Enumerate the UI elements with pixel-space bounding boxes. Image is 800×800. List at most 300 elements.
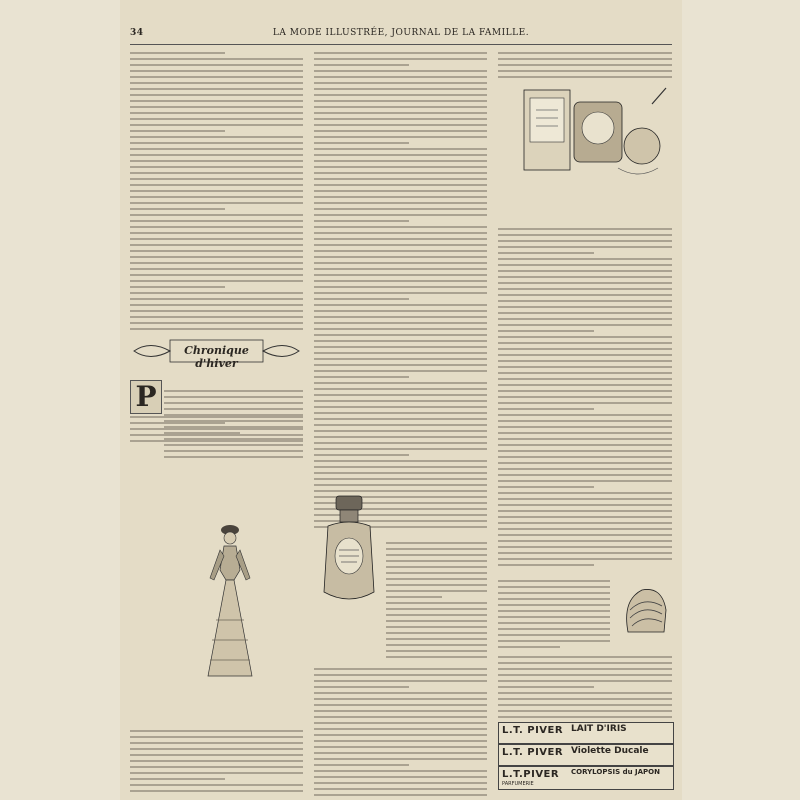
- text-line-placeholder: [498, 378, 672, 380]
- text-line-placeholder: [314, 388, 487, 390]
- text-line-placeholder: [314, 370, 487, 372]
- perfume-bottle-illustration: [314, 492, 384, 610]
- text-line-placeholder: [130, 220, 303, 222]
- text-line-placeholder: [498, 390, 672, 392]
- text-line-placeholder: [498, 622, 610, 624]
- text-line-placeholder: [386, 572, 487, 574]
- text-line-placeholder: [498, 246, 672, 248]
- text-line-placeholder: [498, 486, 594, 488]
- text-line-placeholder: [130, 736, 303, 738]
- text-line-placeholder: [314, 76, 487, 78]
- text-line-placeholder: [498, 510, 672, 512]
- text-line-placeholder: [498, 540, 672, 542]
- text-line-placeholder: [130, 428, 303, 430]
- text-line-placeholder: [130, 208, 225, 210]
- text-line-placeholder: [314, 466, 487, 468]
- text-line-placeholder: [164, 396, 303, 398]
- text-line-placeholder: [314, 364, 487, 366]
- text-line-placeholder: [130, 292, 303, 294]
- text-line-placeholder: [314, 782, 487, 784]
- text-line-placeholder: [314, 274, 487, 276]
- text-line-placeholder: [314, 238, 487, 240]
- text-line-placeholder: [498, 704, 672, 706]
- ad-brand: L.T. PIVER: [502, 725, 564, 736]
- text-line-placeholder: [314, 728, 487, 730]
- text-line-placeholder: [498, 716, 672, 718]
- ad-brand: L.T. PIVER: [502, 747, 564, 758]
- text-line-placeholder: [498, 402, 672, 404]
- text-line-placeholder: [314, 752, 487, 754]
- text-line-placeholder: [314, 376, 409, 378]
- text-line-placeholder: [130, 172, 303, 174]
- text-line-placeholder: [314, 184, 487, 186]
- text-line-placeholder: [130, 422, 225, 424]
- text-line-placeholder: [498, 546, 672, 548]
- text-line-placeholder: [498, 640, 610, 642]
- text-line-placeholder: [314, 256, 487, 258]
- text-line-placeholder: [314, 746, 487, 748]
- text-line-placeholder: [130, 328, 303, 330]
- text-line-placeholder: [386, 548, 487, 550]
- text-line-placeholder: [130, 64, 303, 66]
- text-line-placeholder: [498, 330, 594, 332]
- text-line-placeholder: [386, 626, 487, 628]
- text-line-placeholder: [498, 522, 672, 524]
- text-line-placeholder: [314, 190, 487, 192]
- text-line-placeholder: [130, 250, 303, 252]
- text-line-placeholder: [498, 312, 672, 314]
- text-line-placeholder: [498, 294, 672, 296]
- text-line-placeholder: [314, 148, 487, 150]
- text-line-placeholder: [498, 240, 672, 242]
- text-line-placeholder: [498, 686, 594, 688]
- text-line-placeholder: [130, 268, 303, 270]
- text-line-placeholder: [314, 710, 487, 712]
- text-line-placeholder: [498, 276, 672, 278]
- text-line-placeholder: [314, 208, 487, 210]
- text-line-placeholder: [386, 596, 442, 598]
- text-line-placeholder: [130, 136, 303, 138]
- text-line-placeholder: [314, 442, 487, 444]
- text-line-placeholder: [498, 432, 672, 434]
- text-line-placeholder: [386, 602, 487, 604]
- text-line-placeholder: [314, 280, 487, 282]
- text-line-placeholder: [130, 730, 303, 732]
- text-line-placeholder: [386, 542, 487, 544]
- text-line-placeholder: [130, 748, 303, 750]
- text-line-placeholder: [498, 634, 610, 636]
- text-line-placeholder: [314, 94, 487, 96]
- text-line-placeholder: [314, 166, 487, 168]
- text-line-placeholder: [130, 232, 303, 234]
- text-line-placeholder: [314, 686, 409, 688]
- text-line-placeholder: [314, 202, 487, 204]
- text-line-placeholder: [314, 322, 487, 324]
- text-line-placeholder: [498, 498, 672, 500]
- text-line-placeholder: [386, 560, 487, 562]
- text-line-placeholder: [314, 304, 487, 306]
- text-line-placeholder: [130, 778, 225, 780]
- text-line-placeholder: [314, 268, 487, 270]
- text-line-placeholder: [314, 340, 487, 342]
- section-title: Chronique d'hiver: [184, 344, 249, 370]
- text-line-placeholder: [314, 382, 487, 384]
- text-line-placeholder: [314, 352, 487, 354]
- ad-brand: L.T.PIVER: [502, 769, 560, 780]
- text-line-placeholder: [164, 402, 303, 404]
- text-line-placeholder: [130, 274, 303, 276]
- text-line-placeholder: [498, 384, 672, 386]
- ad-product: LAIT D'IRIS: [571, 724, 627, 734]
- fashion-figure-illustration: [194, 520, 266, 682]
- text-line-placeholder: [314, 680, 487, 682]
- text-line-placeholder: [130, 154, 303, 156]
- text-line-placeholder: [130, 310, 303, 312]
- text-line-placeholder: [314, 460, 487, 462]
- text-line-placeholder: [498, 70, 672, 72]
- text-block: [130, 728, 303, 798]
- text-block: [314, 50, 487, 534]
- text-line-placeholder: [386, 632, 487, 634]
- section-heading: [130, 336, 303, 370]
- text-line-placeholder: [498, 64, 672, 66]
- text-line-placeholder: [130, 124, 303, 126]
- text-line-placeholder: [130, 52, 225, 54]
- text-line-placeholder: [314, 286, 487, 288]
- text-line-placeholder: [314, 130, 487, 132]
- text-line-placeholder: [498, 366, 672, 368]
- text-line-placeholder: [314, 172, 487, 174]
- text-line-placeholder: [314, 704, 487, 706]
- text-line-placeholder: [498, 492, 672, 494]
- text-line-placeholder: [498, 534, 672, 536]
- text-line-placeholder: [498, 698, 672, 700]
- text-line-placeholder: [130, 790, 303, 792]
- text-block: [314, 666, 487, 800]
- text-line-placeholder: [386, 566, 487, 568]
- text-line-placeholder: [130, 76, 303, 78]
- text-line-placeholder: [314, 418, 487, 420]
- figure-caption-placeholder: [160, 686, 300, 694]
- advertisement-corylopsis: [498, 766, 674, 790]
- text-line-placeholder: [314, 52, 487, 54]
- text-line-placeholder: [314, 424, 487, 426]
- text-line-placeholder: [498, 324, 672, 326]
- text-line-placeholder: [130, 434, 303, 436]
- text-line-placeholder: [314, 716, 487, 718]
- text-line-placeholder: [498, 662, 672, 664]
- text-line-placeholder: [130, 88, 303, 90]
- text-line-placeholder: [314, 788, 487, 790]
- text-line-placeholder: [314, 226, 487, 228]
- text-line-placeholder: [314, 232, 487, 234]
- text-line-placeholder: [314, 214, 487, 216]
- ad-product: CORYLOPSIS du JAPON: [571, 768, 660, 776]
- text-line-placeholder: [314, 136, 487, 138]
- text-line-placeholder: [130, 70, 303, 72]
- text-line-placeholder: [314, 346, 487, 348]
- text-line-placeholder: [498, 300, 672, 302]
- text-line-placeholder: [498, 288, 672, 290]
- text-line-placeholder: [386, 644, 487, 646]
- text-line-placeholder: [498, 420, 672, 422]
- text-line-placeholder: [386, 620, 487, 622]
- text-line-placeholder: [498, 504, 672, 506]
- text-line-placeholder: [130, 82, 303, 84]
- text-line-placeholder: [130, 202, 303, 204]
- text-line-placeholder: [314, 764, 409, 766]
- text-line-placeholder: [498, 474, 672, 476]
- text-line-placeholder: [314, 310, 487, 312]
- text-line-placeholder: [314, 70, 487, 72]
- text-line-placeholder: [314, 698, 487, 700]
- text-line-placeholder: [314, 334, 487, 336]
- text-line-placeholder: [314, 472, 487, 474]
- text-line-placeholder: [130, 214, 303, 216]
- text-line-placeholder: [314, 770, 487, 772]
- text-line-placeholder: [164, 408, 303, 410]
- text-line-placeholder: [498, 668, 672, 670]
- text-line-placeholder: [498, 414, 672, 416]
- text-line-placeholder: [130, 184, 303, 186]
- text-line-placeholder: [498, 58, 672, 60]
- text-line-placeholder: [314, 178, 487, 180]
- text-line-placeholder: [130, 262, 303, 264]
- text-line-placeholder: [498, 462, 672, 464]
- text-line-placeholder: [498, 616, 610, 618]
- text-line-placeholder: [498, 252, 594, 254]
- text-line-placeholder: [498, 52, 672, 54]
- text-line-placeholder: [314, 758, 487, 760]
- text-line-placeholder: [498, 528, 672, 530]
- text-line-placeholder: [314, 358, 487, 360]
- text-block: [130, 414, 303, 444]
- text-line-placeholder: [498, 580, 610, 582]
- text-line-placeholder: [130, 118, 303, 120]
- text-line-placeholder: [130, 58, 303, 60]
- text-line-placeholder: [498, 480, 672, 482]
- text-line-placeholder: [498, 628, 610, 630]
- text-line-placeholder: [314, 794, 487, 796]
- text-line-placeholder: [498, 610, 610, 612]
- text-line-placeholder: [498, 354, 672, 356]
- text-line-placeholder: [130, 112, 303, 114]
- text-line-placeholder: [314, 328, 487, 330]
- text-block: [498, 578, 610, 650]
- text-line-placeholder: [130, 196, 303, 198]
- text-line-placeholder: [314, 142, 409, 144]
- text-line-placeholder: [314, 220, 409, 222]
- illustration-caption-placeholder: [550, 196, 650, 206]
- ad-product: Violette Ducale: [571, 746, 649, 756]
- text-line-placeholder: [130, 280, 303, 282]
- text-line-placeholder: [498, 426, 672, 428]
- text-line-placeholder: [498, 408, 594, 410]
- text-line-placeholder: [498, 282, 672, 284]
- text-line-placeholder: [386, 638, 487, 640]
- head-diagram-illustration: [614, 580, 672, 644]
- text-line-placeholder: [498, 336, 672, 338]
- text-line-placeholder: [498, 646, 560, 648]
- text-line-placeholder: [314, 154, 487, 156]
- text-line-placeholder: [386, 650, 487, 652]
- text-line-placeholder: [314, 394, 487, 396]
- text-line-placeholder: [130, 322, 303, 324]
- text-line-placeholder: [314, 740, 487, 742]
- text-line-placeholder: [498, 348, 672, 350]
- text-line-placeholder: [130, 754, 303, 756]
- text-line-placeholder: [386, 656, 487, 658]
- text-line-placeholder: [314, 262, 487, 264]
- text-line-placeholder: [130, 148, 303, 150]
- ad-footer: PARFUMERIE: [502, 781, 534, 787]
- text-line-placeholder: [498, 270, 672, 272]
- text-line-placeholder: [498, 468, 672, 470]
- text-line-placeholder: [498, 710, 672, 712]
- text-line-placeholder: [314, 722, 487, 724]
- text-line-placeholder: [130, 304, 303, 306]
- text-line-placeholder: [498, 604, 610, 606]
- text-line-placeholder: [314, 58, 487, 60]
- text-line-placeholder: [498, 592, 610, 594]
- text-line-placeholder: [498, 674, 672, 676]
- text-line-placeholder: [130, 130, 225, 132]
- text-line-placeholder: [130, 316, 303, 318]
- text-line-placeholder: [498, 306, 672, 308]
- text-line-placeholder: [498, 564, 594, 566]
- text-line-placeholder: [164, 390, 303, 392]
- text-line-placeholder: [498, 692, 672, 694]
- text-block: [386, 540, 487, 660]
- magazine-page: [120, 0, 682, 800]
- text-line-placeholder: [130, 226, 303, 228]
- text-line-placeholder: [314, 160, 487, 162]
- text-line-placeholder: [314, 668, 487, 670]
- text-line-placeholder: [498, 342, 672, 344]
- text-line-placeholder: [314, 692, 487, 694]
- text-line-placeholder: [314, 112, 487, 114]
- text-line-placeholder: [498, 450, 672, 452]
- advertisement-violette-ducale: [498, 744, 674, 766]
- text-line-placeholder: [498, 234, 672, 236]
- text-line-placeholder: [386, 578, 487, 580]
- text-line-placeholder: [386, 554, 487, 556]
- text-line-placeholder: [314, 448, 487, 450]
- text-line-placeholder: [130, 142, 303, 144]
- text-line-placeholder: [314, 436, 487, 438]
- text-line-placeholder: [314, 82, 487, 84]
- text-line-placeholder: [314, 244, 487, 246]
- text-line-placeholder: [498, 318, 672, 320]
- text-line-placeholder: [164, 456, 303, 458]
- text-line-placeholder: [130, 106, 303, 108]
- text-line-placeholder: [314, 100, 487, 102]
- text-line-placeholder: [314, 400, 487, 402]
- page-number: 34: [130, 28, 144, 38]
- text-line-placeholder: [314, 88, 487, 90]
- text-line-placeholder: [130, 440, 303, 442]
- text-line-placeholder: [314, 734, 487, 736]
- text-line-placeholder: [314, 124, 487, 126]
- text-line-placeholder: [130, 760, 303, 762]
- text-line-placeholder: [314, 478, 487, 480]
- text-line-placeholder: [130, 416, 303, 418]
- text-line-placeholder: [314, 412, 487, 414]
- text-block: [498, 226, 672, 570]
- text-line-placeholder: [130, 742, 303, 744]
- text-line-placeholder: [498, 456, 672, 458]
- text-line-placeholder: [314, 298, 409, 300]
- text-line-placeholder: [386, 584, 487, 586]
- text-line-placeholder: [314, 316, 487, 318]
- text-line-placeholder: [130, 244, 303, 246]
- text-block: [498, 50, 672, 82]
- text-line-placeholder: [130, 772, 303, 774]
- text-line-placeholder: [498, 372, 672, 374]
- text-line-placeholder: [130, 286, 225, 288]
- text-line-placeholder: [130, 784, 303, 786]
- text-line-placeholder: [498, 444, 672, 446]
- text-line-placeholder: [314, 196, 487, 198]
- text-line-placeholder: [498, 360, 672, 362]
- text-line-placeholder: [498, 264, 672, 266]
- header-rule: [130, 44, 672, 45]
- text-line-placeholder: [164, 450, 303, 452]
- text-line-placeholder: [130, 94, 303, 96]
- advertisement-lait-iris: [498, 722, 674, 744]
- text-line-placeholder: [498, 552, 672, 554]
- text-line-placeholder: [130, 766, 303, 768]
- text-line-placeholder: [314, 674, 487, 676]
- journal-title: LA MODE ILLUSTRÉE, JOURNAL DE LA FAMILLE.: [272, 28, 530, 38]
- text-line-placeholder: [386, 608, 487, 610]
- text-line-placeholder: [498, 228, 672, 230]
- text-line-placeholder: [314, 430, 487, 432]
- text-line-placeholder: [130, 178, 303, 180]
- cosmetics-illustration: [518, 84, 668, 192]
- page-header: [120, 28, 682, 44]
- text-line-placeholder: [498, 516, 672, 518]
- text-line-placeholder: [314, 776, 487, 778]
- text-line-placeholder: [314, 484, 487, 486]
- text-line-placeholder: [314, 250, 487, 252]
- text-line-placeholder: [498, 680, 672, 682]
- text-line-placeholder: [130, 160, 303, 162]
- text-line-placeholder: [130, 100, 303, 102]
- text-block: [130, 50, 303, 334]
- text-line-placeholder: [498, 258, 672, 260]
- text-line-placeholder: [386, 590, 487, 592]
- text-line-placeholder: [314, 118, 487, 120]
- text-line-placeholder: [314, 64, 409, 66]
- text-line-placeholder: [130, 256, 303, 258]
- drop-cap: P: [130, 380, 162, 414]
- text-line-placeholder: [498, 598, 610, 600]
- text-line-placeholder: [130, 298, 303, 300]
- text-line-placeholder: [386, 614, 487, 616]
- text-line-placeholder: [314, 292, 487, 294]
- text-line-placeholder: [314, 406, 487, 408]
- text-line-placeholder: [498, 438, 672, 440]
- text-line-placeholder: [130, 238, 303, 240]
- text-line-placeholder: [498, 396, 672, 398]
- text-line-placeholder: [498, 656, 672, 658]
- text-line-placeholder: [498, 586, 610, 588]
- text-line-placeholder: [130, 166, 303, 168]
- text-line-placeholder: [498, 76, 672, 78]
- text-line-placeholder: [314, 106, 487, 108]
- text-line-placeholder: [314, 454, 409, 456]
